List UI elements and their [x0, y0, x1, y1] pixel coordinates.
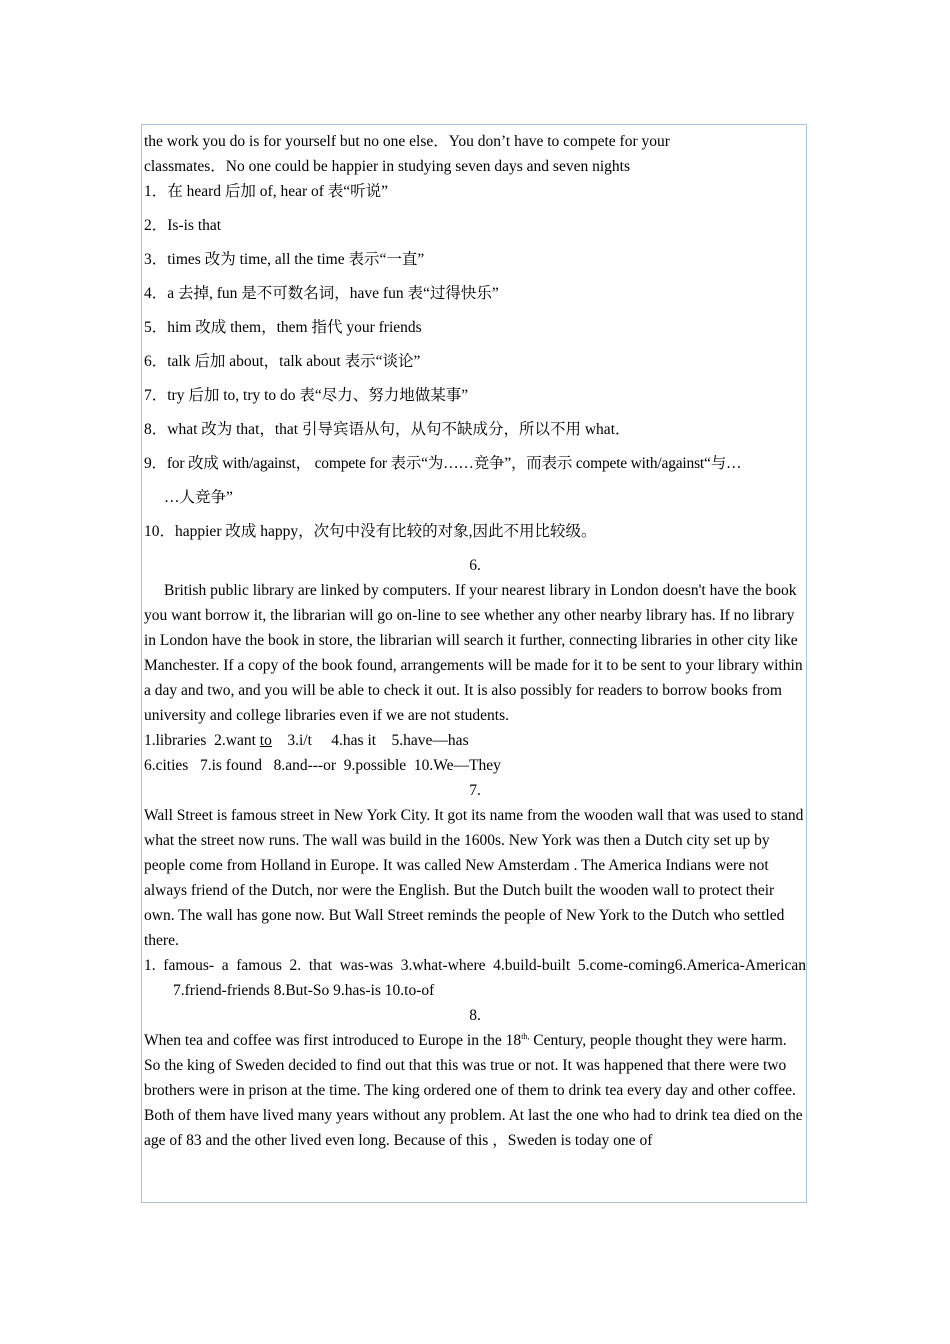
answer-5-1: 1．在 heard 后加 of, hear of 表“听说” — [144, 183, 389, 200]
answer-5-3: 3．times 改为 time, all the time 表示“一直” — [144, 251, 425, 268]
passage-5-line-1: the work you do is for yourself but no one else．You don’t have to compete for your — [144, 133, 670, 150]
answers-6-line-1-end: 3.i/t 4.has it 5.have—has — [271, 732, 469, 749]
passage-8-part-1 — [144, 1028, 806, 1078]
answers-6-line-1-start: 1.libraries 2.want — [144, 732, 260, 749]
passage-8-text-b: Century, people thought they were harm. So the king of Sweden decided to find out that this was true or not. It was happened that there were two — [144, 1032, 787, 1074]
answer-5-6: 6．talk 后加 about，talk about 表示“谈论” — [144, 353, 421, 370]
superscript-th: th, — [521, 1032, 530, 1041]
section-7-number: 7. — [469, 782, 481, 799]
answers-6-underlined-word: to — [259, 732, 272, 749]
document-frame — [141, 124, 807, 1203]
answers-6-line-2: 6.cities 7.is found 8.and---or 9.possible 10.We—They — [144, 757, 501, 774]
answer-5-8: 8．what 改为 that，that 引导宾语从句，从句不缺成分，所以不用 what． — [144, 421, 631, 438]
passage-8-part-2: brothers were in prison at the time. The king ordered one of them to drink tea every day and other coffee. Both of them have lived many years without any problem. At last the one who had to drink tea died on the age of 83 and the other lived even long. Because of this ，Sweden is today one of — [144, 1082, 803, 1149]
answer-5-10: 10．happier 改成 happy，次句中没有比较的对象,因此不用比较级。 — [144, 523, 597, 540]
answer-5-5: 5．him 改成 them，them 指代 your friends — [144, 319, 422, 336]
answer-5-9-continued: …人竞争” — [164, 489, 233, 506]
answer-5-9: 9．for 改成 with/against， compete for 表示“为……竞争”，而表示 compete with/against“与… — [144, 455, 742, 472]
answer-5-4: 4．a 去掉, fun 是不可数名词，have fun 表“过得快乐” — [144, 285, 499, 302]
passage-6: British public library are linked by computers. If your nearest library in London doesn't have the book you want borrow it, the librarian will go on-line to see whether any other nearby library has. If no library in London have the book in store, the librarian will search it further, connecting libraries in other city like Manchester. If a copy of the book found, arrangements will be made for it to be sent to your library within a day and two, and you will be able to check it out. It is also possibly for readers to borrow books from university and college libraries even if we are not students. — [144, 582, 803, 724]
answer-5-7: 7．try 后加 to, try to do 表“尽力、努力地做某事” — [144, 387, 469, 404]
passage-8-text-a: When tea and coffee was first introduced to Europe in the 18 — [144, 1032, 522, 1049]
passage-7: Wall Street is famous street in New York City. It got its name from the wooden wall that was used to stand what the street now runs. The wall was build in the 1600s. New York was then a Dutch city set up by people come from Holland in Europe. It was called New Amsterdam . The America Indians were not always friend of the Dutch, nor were the English. But the Dutch built the wooden wall to protect their own. The wall has gone now. But Wall Street reminds the people of New York to the Dutch who settled there. — [144, 807, 804, 949]
answer-5-2: 2．Is-is that — [144, 217, 222, 234]
section-8-number: 8. — [469, 1007, 481, 1024]
passage-5-line-2: classmates．No one could be happier in studying seven days and seven nights — [144, 158, 630, 175]
section-6-number: 6. — [469, 557, 481, 574]
answers-6-line-1 — [144, 728, 806, 753]
document-content — [144, 129, 806, 1153]
answers-7: 1. famous- a famous 2. that was-was 3.what-where 4.build-built 5.come-coming6.America-American 7.friend-friends 8.But-So 9.has-is 10.to-of — [144, 957, 806, 999]
